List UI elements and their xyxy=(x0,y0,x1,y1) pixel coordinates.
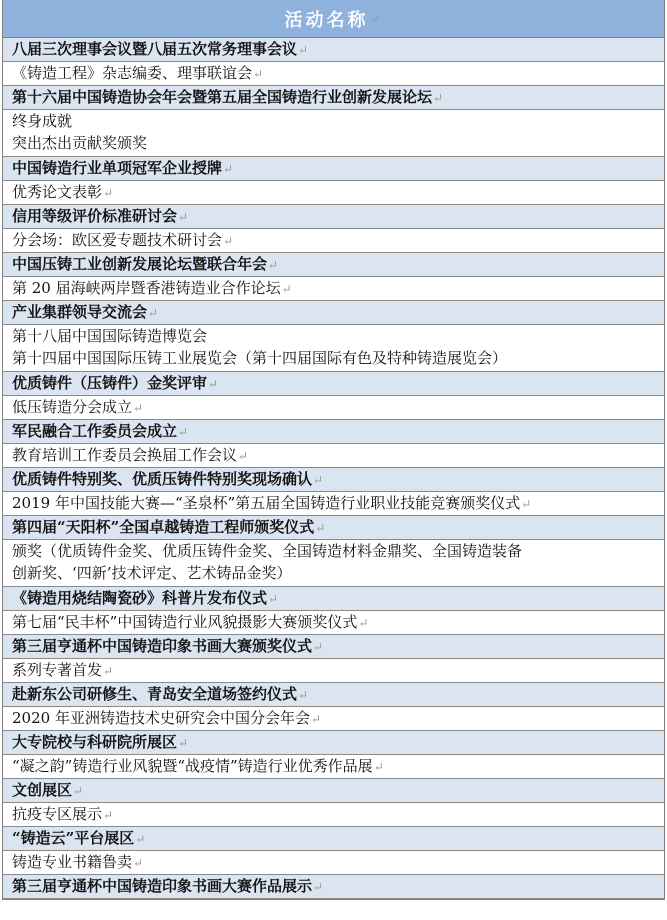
row-text: 文创展区 xyxy=(12,781,73,799)
paragraph-mark: ↵ xyxy=(73,784,84,798)
row-text: 信用等级评价标准研讨会 xyxy=(12,207,178,225)
paragraph-mark: ↵ xyxy=(103,186,114,200)
table-row xyxy=(3,38,664,62)
table-row xyxy=(3,110,664,157)
row-text: 分会场：欧区爱专题技术研讨会 xyxy=(12,231,223,249)
row-text: 2019 年中国技能大赛—“圣泉杯”第五届全国铸造行业职业技能竞赛颁奖仪式 xyxy=(12,494,521,512)
table-row xyxy=(3,181,664,205)
row-text: 产业集群领导交流会 xyxy=(12,303,148,321)
table-row xyxy=(3,827,664,851)
row-text: 创新奖、‘四新’技术评定、艺术铸品金奖） xyxy=(12,564,292,582)
row-text: 终身成就 xyxy=(12,112,73,130)
row-text: 赴新东公司研修生、青岛安全道场签约仪式 xyxy=(12,685,298,703)
table-row xyxy=(3,779,664,803)
paragraph-mark: ↵ xyxy=(238,449,249,463)
paragraph-mark: ↵ xyxy=(373,760,384,774)
row-text: 优质铸件特别奖、优质压铸件特别奖现场确认 xyxy=(12,470,313,488)
paragraph-mark: ↵ xyxy=(148,306,159,320)
table-row xyxy=(3,683,664,707)
row-text: 第十八届中国国际铸造博览会 xyxy=(12,327,208,345)
table-row xyxy=(3,492,664,516)
row-text: 第十六届中国铸造协会年会暨第五届全国铸造行业创新发展论坛 xyxy=(12,88,433,106)
table-row xyxy=(3,611,664,635)
row-text: 第十四届中国国际压铸工业展览会（第十四届国际有色及特种铸造展览会） xyxy=(12,349,508,367)
paragraph-mark: ↵ xyxy=(358,616,369,630)
table-row xyxy=(3,86,664,110)
table-row xyxy=(3,62,664,86)
row-text: 系列专著首发 xyxy=(12,661,103,679)
row-text: 第三届亨通杯中国铸造印象书画大赛颁奖仪式 xyxy=(12,637,313,655)
table-row xyxy=(3,301,664,325)
table-row xyxy=(3,157,664,181)
paragraph-mark: ↵ xyxy=(133,401,144,415)
paragraph-mark: ↵ xyxy=(433,91,444,105)
paragraph-mark: ↵ xyxy=(268,258,279,272)
row-text: 第四届“天阳杯”全国卓越铸造工程师颁奖仪式 xyxy=(12,518,315,536)
table-body xyxy=(3,38,664,899)
header-title: 活动名称 xyxy=(284,9,369,31)
row-text: 铸造专业书籍鲁卖 xyxy=(12,853,133,871)
table-row xyxy=(3,516,664,540)
table-row xyxy=(3,420,664,444)
row-text: 军民融合工作委员会成立 xyxy=(12,422,178,440)
paragraph-mark: ↵ xyxy=(208,377,219,391)
table-row xyxy=(3,396,664,420)
row-text: 教育培训工作委员会换届工作会议 xyxy=(12,446,238,464)
table-row xyxy=(3,803,664,827)
activity-table xyxy=(2,0,665,900)
paragraph-mark: ↵ xyxy=(313,880,324,894)
table-row xyxy=(3,277,664,301)
paragraph-mark: ↵ xyxy=(133,856,144,870)
paragraph-mark: ↵ xyxy=(310,712,322,726)
row-text: 2020 年亚洲铸造技术史研究会中国分会年会 xyxy=(12,709,310,727)
table-row xyxy=(3,659,664,683)
row-text: “凝之韵”铸造行业风貌暨“战疫情”铸造行业优秀作品展 xyxy=(12,757,373,775)
row-text: 《铸造用烧结陶瓷砂》科普片发布仪式 xyxy=(12,589,268,607)
paragraph-mark: ↵ xyxy=(253,67,264,81)
paragraph-mark: ↵ xyxy=(223,234,234,248)
table-row xyxy=(3,731,664,755)
paragraph-mark: ↵ xyxy=(281,282,292,296)
row-text: 中国压铸工业创新发展论坛暨联合年会 xyxy=(12,255,268,273)
table-row xyxy=(3,325,664,372)
table-row xyxy=(3,372,664,396)
row-text: 第三届亨通杯中国铸造印象书画大赛作品展示 xyxy=(12,877,313,895)
table-row xyxy=(3,875,664,899)
row-text: 八届三次理事会议暨八届五次常务理事会议 xyxy=(12,40,298,58)
paragraph-mark: ↵ xyxy=(178,425,189,439)
row-text: 低压铸造分会成立 xyxy=(12,398,133,416)
table-row xyxy=(3,205,664,229)
row-text: 第 20 届海峡两岸暨香港铸造业合作论坛 xyxy=(12,279,281,297)
row-text: 优秀论文表彰 xyxy=(12,183,103,201)
table-row xyxy=(3,468,664,492)
paragraph-mark: ↵ xyxy=(103,664,114,678)
row-text: 《铸造工程》杂志编委、理事联谊会 xyxy=(12,64,253,82)
table-row xyxy=(3,707,664,731)
paragraph-mark: ↵ xyxy=(315,521,326,535)
paragraph-mark: ↵ xyxy=(103,808,114,822)
paragraph-mark: ↵ xyxy=(178,210,189,224)
row-text: 第七届“民丰杯”中国铸造行业风貌摄影大赛颁奖仪式 xyxy=(12,613,358,631)
table-row xyxy=(3,587,664,611)
row-text: 颁奖（优质铸件金奖、优质压铸件金奖、全国铸造材料金鼎奖、全国铸造装备 xyxy=(12,542,523,560)
row-text: 中国铸造行业单项冠军企业授牌 xyxy=(12,159,223,177)
paragraph-mark: ↵ xyxy=(313,473,324,487)
row-text: 抗疫专区展示 xyxy=(12,805,103,823)
row-text: 突出杰出贡献奖颁奖 xyxy=(12,134,148,152)
table-header xyxy=(3,0,664,38)
paragraph-mark: ↵ xyxy=(135,832,146,846)
table-row xyxy=(3,540,664,587)
paragraph-mark: ↵ xyxy=(313,640,324,654)
table-row xyxy=(3,635,664,659)
paragraph-mark: ↵ xyxy=(521,497,532,511)
table-row xyxy=(3,253,664,277)
paragraph-mark: ↵ xyxy=(268,592,279,606)
row-text: “铸造云”平台展区 xyxy=(12,829,135,847)
row-text: 优质铸件（压铸件）金奖评审 xyxy=(12,374,208,392)
table-row xyxy=(3,851,664,875)
table-row xyxy=(3,444,664,468)
paragraph-mark: ↵ xyxy=(369,11,383,26)
table-row xyxy=(3,755,664,779)
paragraph-mark: ↵ xyxy=(298,688,309,702)
paragraph-mark: ↵ xyxy=(298,43,309,57)
table-row xyxy=(3,229,664,253)
paragraph-mark: ↵ xyxy=(178,736,189,750)
paragraph-mark: ↵ xyxy=(223,162,234,176)
row-text: 大专院校与科研院所展区 xyxy=(12,733,178,751)
